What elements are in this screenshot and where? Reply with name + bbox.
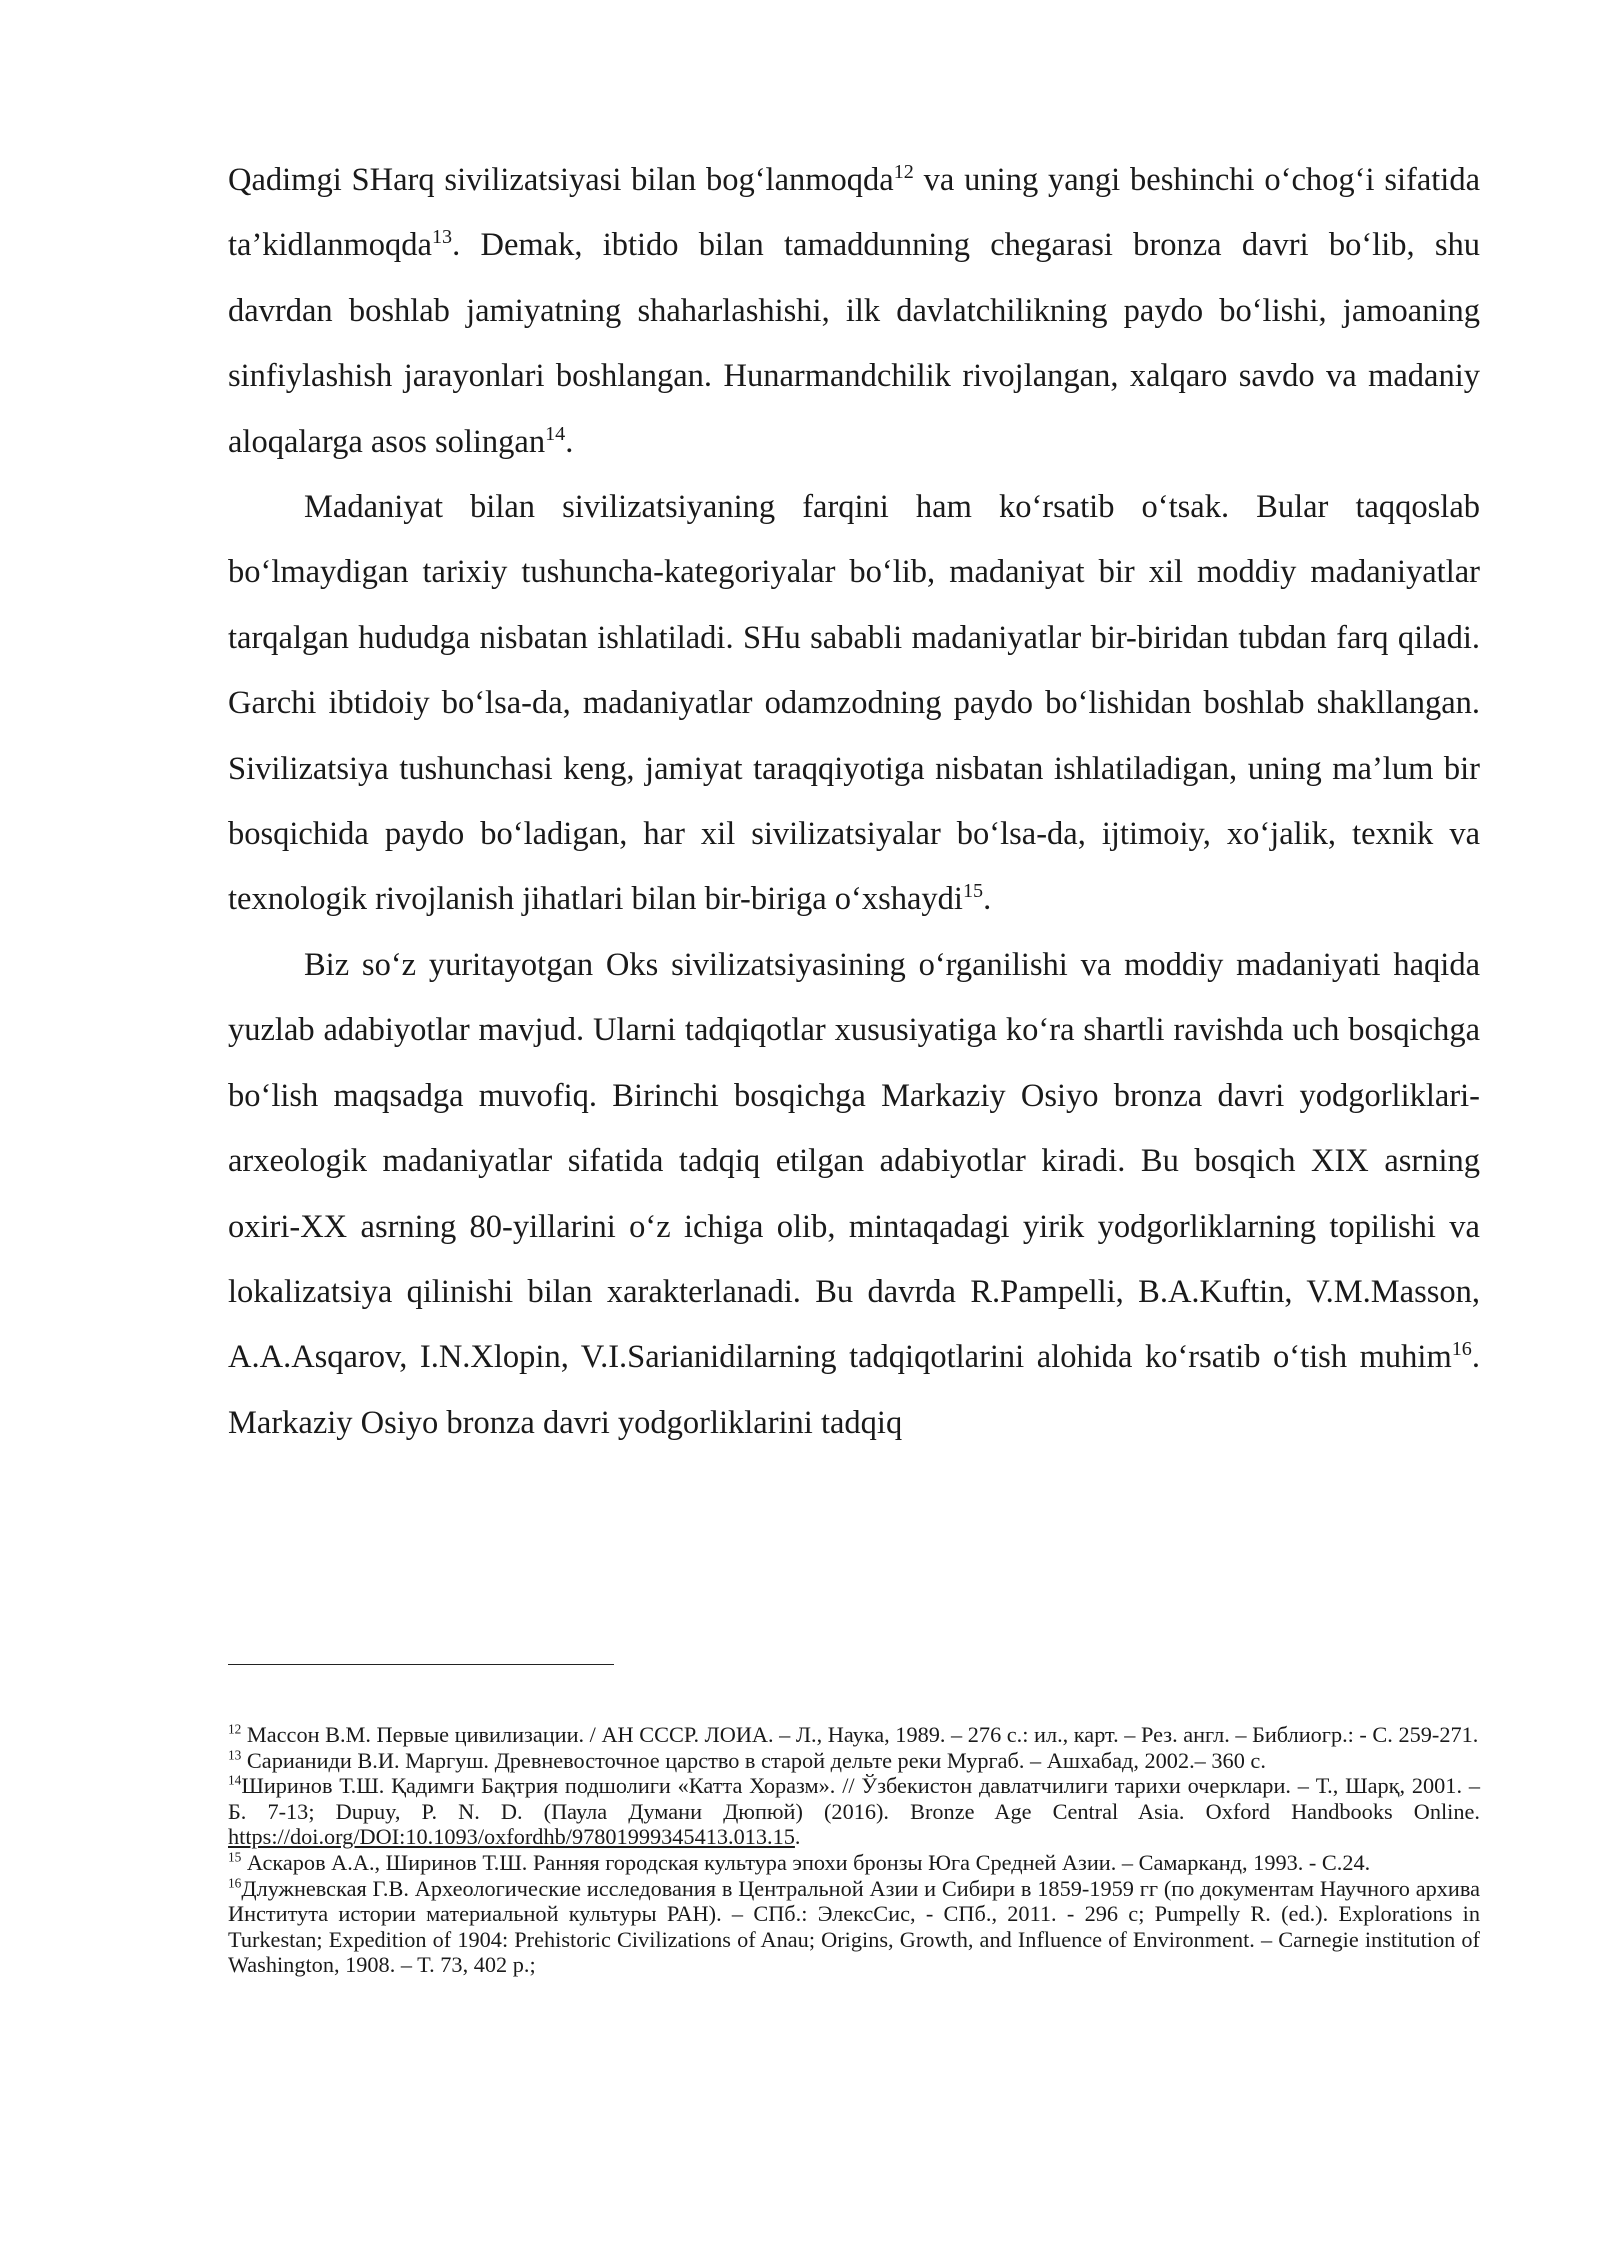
footnote-number: 14: [228, 1772, 242, 1788]
footnote: [228, 1850, 1480, 1876]
footnote-ref: 14: [545, 422, 566, 445]
footnote-ref: 16: [1451, 1338, 1472, 1361]
footnote: [228, 1773, 1480, 1850]
footnote-separator: [228, 1664, 614, 1665]
doi-link[interactable]: https://doi.org/DOI:10.1093/oxfordhb/97801999345413.013.15: [228, 1824, 795, 1850]
footnote-text: Сарианиди В.И. Маргуш. Древневосточное царство в старой дельте реки Мургаб. – Ашхабад, 2002.– 360 с.: [241, 1747, 1266, 1773]
footnote-text: Длужневская Г.В. Археологические исследования в Центральной Азии и Сибири в 1859-1959 гг (по документам Научного архива Института истории материальной культуры РАН). – СПб.: ЭлексСис, - СПб., 2011. - 296 с; Pumpelly R. (ed.). Explorations in Turkestan; Expedition of 1904: Prehistoric Civilizations of Anau; Origins, Growth, and Influence of Environment. – Carnegie institution of Washington, 1908. – T. 73, 402 p.;: [228, 1875, 1480, 1978]
paragraph-text: Madaniyat bilan sivilizatsiyaning farqini ham ko‘rsatib o‘tsak. Bular taqqoslab bo‘lmaydigan tarixiy tushuncha-kategoriyalar bo‘lib, madaniyat bir xil moddiy madaniyatlar tarqalgan hududga nisbatan ishlatiladi. SHu sababli madaniyatlar bir-biridan tubdan farq qiladi. Garchi ibtidoiy bo‘lsa-da, madaniyatlar odamzodning paydo bo‘lishidan boshlab shakllangan. Sivilizatsiya tushunchasi keng, jamiyat taraqqiyotiga nisbatan ishlatiladigan, uning ma’lum bir bosqichida paydo bo‘ladigan, har xil sivilizatsiyalar bo‘lsa-da, ijtimoiy, xo‘jalik, texnik va texnologik rivojlanish jihatlari bilan bir-biriga o‘xshaydi: [228, 489, 1480, 918]
footnote-text: .: [794, 1824, 801, 1850]
footnote-text: Ширинов Т.Ш. Қадимги Бақтрия подшолиги «Катта Хоразм». // Ўзбекистон давлатчилиги тарихи очерклари. – Т., Шарқ, 2001. – Б. 7-13; Dupuy, P. N. D. (Паула Думани Дюпюй) (2016). Bronze Age Central Asia. Oxford Handbooks Online.: [228, 1773, 1480, 1824]
paragraph-text: va uning yangi beshinchi o‘chog‘i sifatida ta’kidlanmoqda: [228, 162, 1480, 264]
footnote-ref: 12: [893, 161, 914, 184]
footnotes: [228, 1722, 1480, 1978]
footnote-number: 13: [228, 1747, 242, 1763]
paragraph: [228, 475, 1480, 933]
footnote-ref: 13: [431, 226, 453, 249]
body-text: [228, 148, 1480, 1456]
paragraph-text: Biz so‘z yuritayotgan Oks sivilizatsiyasining o‘rganilishi va moddiy madaniyati haqida yuzlab adabiyotlar mavjud. Ularni tadqiqotlar xususiyatiga ko‘ra shartli ravishda uch bosqichga bo‘lish maqsadga muvofiq. Birinchi bosqichga Markaziy Osiyo bronza davri yodgorliklari-arxeologik madaniyatlar sifatida tadqiq etilgan adabiyotlar kiradi. Bu bosqich XIX asrning oxiri-XX asrning 80-yillarini o‘z ichiga olib, mintaqadagi yirik yodgorliklarning topilishi va lokalizatsiya qilinishi bilan xarakterlanadi. Bu davrda R.Pampelli, B.A.Kuftin, V.M.Masson, A.A.Asqarov, I.N.Xlopin, V.I.Sarianidilarning tadqiqotlarini alohida ko‘rsatib o‘tish muhim: [228, 946, 1480, 1376]
paragraph-text: Qadimgi SHarq sivilizatsiyasi bilan bog‘lanmoqda: [228, 162, 894, 198]
footnote-number: 16: [228, 1875, 242, 1891]
footnote-text: Аскаров А.А., Ширинов Т.Ш. Ранняя городская культура эпохи бронзы Юга Средней Азии. – Самарканд, 1993. - С.24.: [241, 1849, 1371, 1875]
paragraph: [228, 148, 1480, 475]
paragraph-text: . Demak, ibtido bilan tamaddunning chegarasi bronza davri bo‘lib, shu davrdan boshlab jamiyatning shaharlashishi, ilk davlatchilikning paydo bo‘lishi, jamoaning sinfiylashish jarayonlari boshlangan. Hunarmandchilik rivojlangan, xalqaro savdo va madaniy aloqalarga asos solingan: [228, 227, 1480, 460]
footnote-number: 15: [228, 1849, 242, 1865]
paragraph-text: .: [565, 423, 574, 460]
footnote-number: 12: [228, 1721, 242, 1737]
footnote: [228, 1722, 1480, 1748]
paragraph-text: . Markaziy Osiyo bronza davri yodgorliklarini tadqiq: [228, 1339, 1480, 1441]
paragraph: [228, 933, 1480, 1456]
footnote: [228, 1876, 1480, 1978]
footnote-text: Массон В.М. Первые цивилизации. / АН СССР. ЛОИА. – Л., Наука, 1989. – 276 с.: ил., карт. – Рез. англ. – Библиогр.: - С. 259-271.: [241, 1722, 1479, 1747]
footnote: [228, 1748, 1480, 1774]
footnote-ref: 15: [962, 880, 984, 903]
paragraph-text: .: [983, 881, 992, 918]
